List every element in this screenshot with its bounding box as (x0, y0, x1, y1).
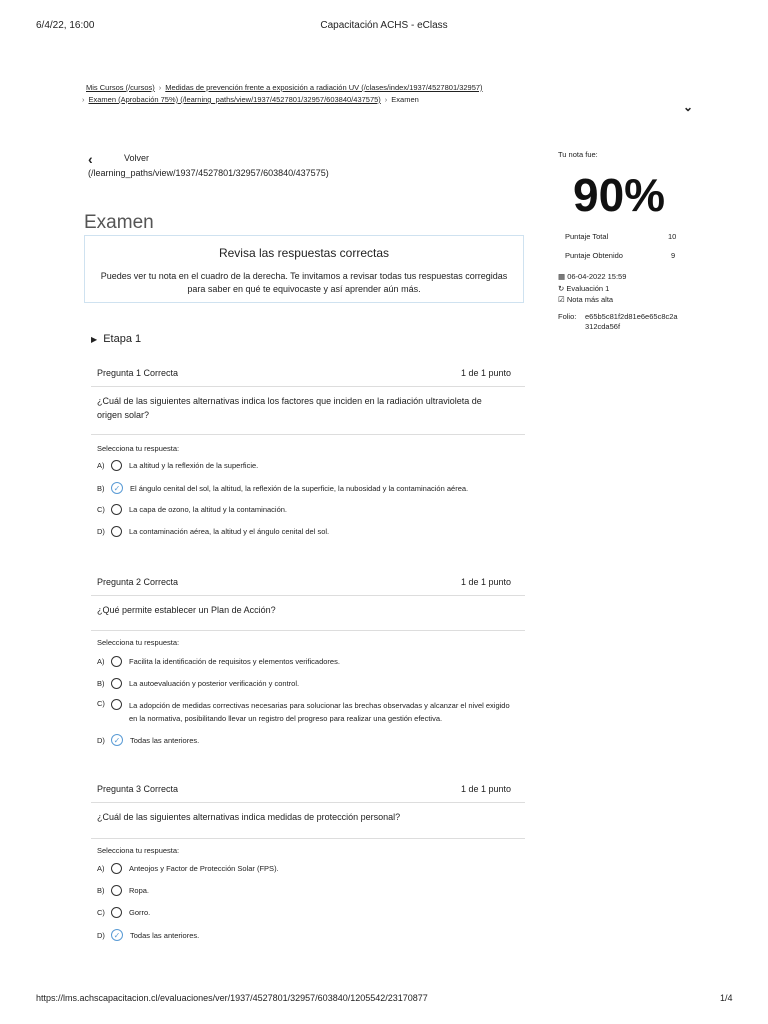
question-score: 1 de 1 punto (460, 368, 511, 378)
total-score-label: Puntaje Total (565, 232, 609, 241)
question-header (91, 571, 525, 596)
info-heading: Revisa las respuestas correctas (218, 246, 390, 260)
option-text: La capa de ozono, la altitud y la contaminación. (129, 505, 288, 514)
breadcrumb-current: Examen (391, 95, 419, 104)
total-score-value: 10 (668, 232, 677, 241)
option-text: Gorro. (129, 908, 151, 917)
option-text: La autoevaluación y posterior verificación y control. (129, 679, 300, 688)
attempt-date: 06-04-2022 15:59 (567, 272, 627, 281)
divider (91, 434, 525, 435)
date-row (558, 272, 626, 281)
option-letter: A) (97, 864, 105, 873)
breadcrumb-exam-path[interactable]: Examen (Aprobación 75%) (/learning_paths/view/1937/4527801/32957/603840/437575) (88, 95, 381, 104)
option-b[interactable] (97, 482, 468, 494)
option-c[interactable] (97, 504, 287, 515)
caret-right-icon: ▶ (91, 335, 98, 344)
page-title: Examen (84, 212, 154, 233)
question-score: 1 de 1 punto (460, 577, 511, 587)
radio-icon[interactable] (111, 460, 122, 471)
option-text: La contaminación aérea, la altitud y el ángulo cenital del sol. (129, 527, 330, 536)
breadcrumb-course[interactable]: Medidas de prevención frente a exposición a radiación UV (/clases/index/1937/4527801/32957) (165, 83, 483, 92)
stage-label: Etapa 1 (103, 333, 142, 345)
option-c[interactable] (97, 907, 150, 918)
breadcrumb-my-courses[interactable]: Mis Cursos (/cursos) (86, 83, 155, 92)
back-link[interactable]: Volver (124, 153, 150, 163)
option-text: Todas las anteriores. (130, 735, 200, 745)
folio-label: Folio: (558, 312, 577, 321)
radio-icon[interactable] (111, 907, 122, 918)
best-row (558, 295, 613, 304)
option-letter: D) (97, 527, 105, 536)
question-text: ¿Cuál de las siguientes alternativas indica medidas de protección personal? (97, 812, 401, 822)
question-text: ¿Cuál de las siguientes alternativas indica los factores que inciden en la radiación ultravioleta de origen solar? (97, 396, 482, 420)
question-header (91, 778, 525, 803)
select-label: Selecciona tu respuesta: (97, 444, 180, 453)
chevron-down-icon[interactable]: ⌄ (683, 100, 694, 114)
print-page-number: 1/4 (720, 993, 733, 1003)
print-page-title: Capacitación ACHS - eClass (320, 20, 448, 31)
option-a[interactable] (97, 863, 279, 874)
breadcrumb-separator: › (384, 95, 388, 104)
option-letter: A) (97, 657, 105, 666)
divider (91, 630, 525, 631)
option-text: Ropa. (129, 886, 150, 895)
check-circle-icon[interactable]: ✓ (111, 734, 123, 746)
option-letter: B) (97, 886, 105, 895)
check-circle-icon[interactable]: ✓ (111, 482, 123, 494)
question-title: Pregunta 3 Correcta (97, 784, 179, 794)
breadcrumb-line2 (78, 95, 518, 104)
option-letter: A) (97, 461, 105, 470)
select-label: Selecciona tu respuesta: (97, 846, 180, 855)
calendar-icon: ▦ (558, 272, 566, 281)
obtained-score-value: 9 (671, 251, 676, 260)
option-text: El ángulo cenital del sol, la altitud, la reflexión de la superficie, la nubosidad y la contaminación aérea. (130, 483, 469, 493)
question-score: 1 de 1 punto (460, 784, 511, 794)
back-arrow-icon[interactable]: ‹ (88, 151, 93, 167)
refresh-icon: ↻ (558, 284, 565, 293)
option-d[interactable] (97, 526, 329, 537)
option-text: La adopción de medidas correctivas necesarias para solucionar las brechas observadas y alcanzar el nivel exigido en la normativa, posibilitando llevar un registro del progreso para realizar una gestión efectiva. (129, 701, 510, 723)
divider (91, 838, 525, 839)
radio-icon[interactable] (111, 678, 122, 689)
breadcrumb-separator: › (158, 83, 162, 92)
option-letter: C) (97, 505, 105, 514)
select-label: Selecciona tu respuesta: (97, 638, 180, 647)
print-datetime: 6/4/22, 16:00 (36, 20, 95, 31)
folio-line: e65b5c81f2d81e6e65c8c2a (585, 312, 678, 321)
checkbox-icon: ☑ (558, 295, 565, 304)
grade-label: Tu nota fue: (558, 150, 598, 159)
folio-value (585, 312, 678, 332)
best-grade-label: Nota más alta (566, 295, 614, 304)
grade-value: 90% (573, 169, 666, 221)
folio-line: 312cda56f (585, 322, 621, 331)
radio-icon[interactable] (111, 526, 122, 537)
option-b[interactable] (97, 678, 299, 689)
breadcrumb (86, 83, 526, 92)
question-title: Pregunta 1 Correcta (97, 368, 179, 378)
question-text: ¿Qué permite establecer un Plan de Acción? (97, 605, 276, 615)
radio-icon[interactable] (111, 863, 122, 874)
stage-toggle[interactable] (91, 333, 141, 345)
info-text: Puedes ver tu nota en el cuadro de la derecha. Te invitamos a revisar todas tus respuestas corregidas para saber en qué te equivocaste y así aprender aún más. (100, 271, 508, 294)
attempt-label: Evaluación 1 (566, 284, 610, 293)
option-text: Facilita la identificación de requisitos y elementos verificadores. (129, 657, 340, 666)
breadcrumb-separator: › (82, 95, 85, 104)
radio-icon[interactable] (111, 699, 122, 710)
option-letter: D) (97, 735, 105, 745)
info-box (84, 235, 524, 303)
option-b[interactable] (97, 885, 149, 896)
question-title: Pregunta 2 Correcta (97, 577, 179, 587)
radio-icon[interactable] (111, 885, 122, 896)
option-letter: C) (97, 699, 105, 708)
option-letter: B) (97, 483, 105, 493)
question-header (91, 362, 525, 387)
option-a[interactable] (97, 656, 340, 667)
option-text: Anteojos y Factor de Protección Solar (FPS). (129, 864, 279, 873)
option-c[interactable] (97, 699, 517, 725)
radio-icon[interactable] (111, 504, 122, 515)
option-letter: D) (97, 930, 105, 940)
option-text: Todas las anteriores. (130, 930, 200, 940)
attempt-row (558, 284, 609, 293)
option-a[interactable] (97, 460, 258, 471)
option-d[interactable] (97, 734, 199, 746)
option-letter: B) (97, 679, 105, 688)
check-circle-icon[interactable]: ✓ (111, 929, 123, 941)
radio-icon[interactable] (111, 656, 122, 667)
back-link-path: (/learning_paths/view/1937/4527801/32957/603840/437575) (88, 168, 329, 178)
option-text: La altitud y la reflexión de la superficie. (129, 461, 259, 470)
option-letter: C) (97, 908, 105, 917)
option-d[interactable] (97, 929, 199, 941)
obtained-score-label: Puntaje Obtenido (565, 251, 623, 260)
print-url: https://lms.achscapacitacion.cl/evaluaciones/ver/1937/4527801/32957/603840/1205542/23170877 (36, 993, 428, 1003)
